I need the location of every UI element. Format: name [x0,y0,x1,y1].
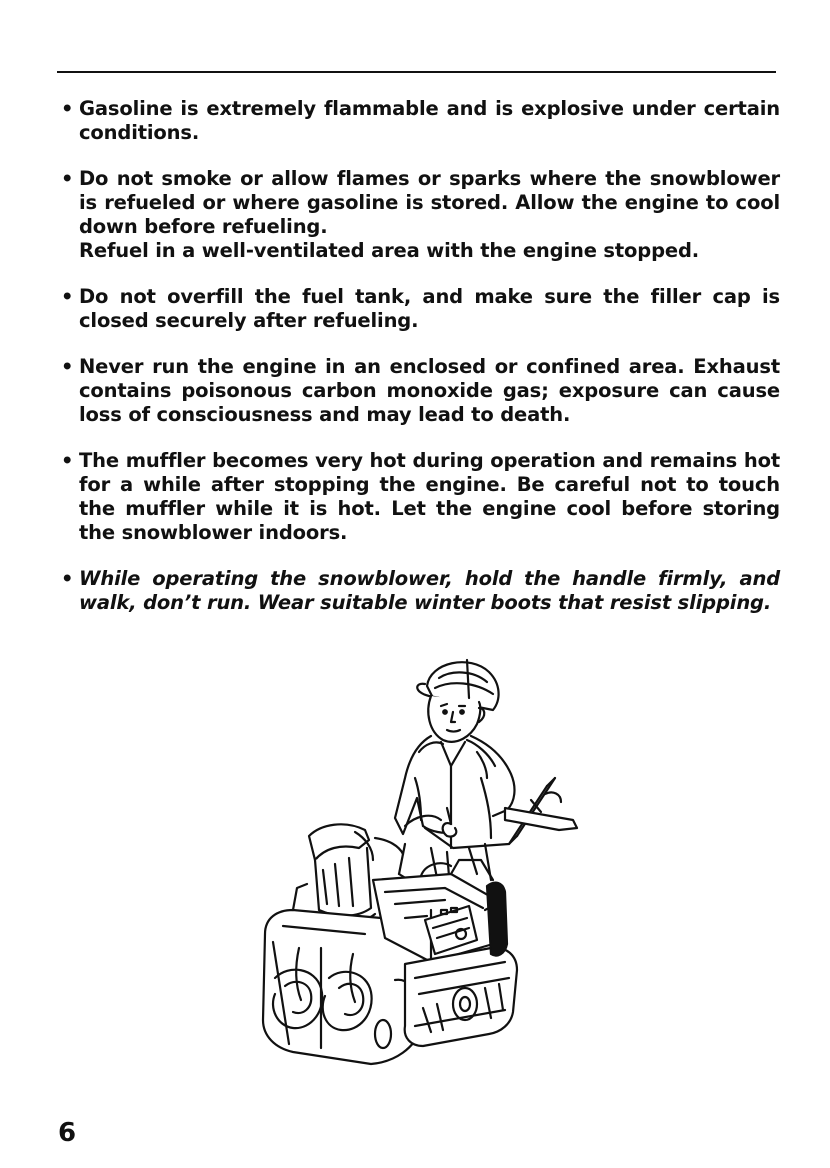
bullet-text: Do not smoke or allow flames or sparks where the snowblower is refueled or where gasoline is stored. Allow the engine to cool down before refueling. [79,167,780,238]
person-face [428,696,484,742]
person-operating-snowblower-illustration [255,648,585,1078]
bullet-enclosed-area [60,355,780,427]
page-number: 6 [58,1118,77,1148]
bullet-dot: • [61,97,74,120]
bullet-text: While operating the snowblower, hold the handle firmly, and walk, don’t run. Wear suitable winter boots that resist slipping. [79,567,780,614]
bullet-no-smoking [60,167,780,263]
bullet-dot: • [61,449,74,472]
bullet-gasoline-flammable [60,97,780,145]
bullet-text: The muffler becomes very hot during operation and remains hot for a while after stopping the engine. Be careful not to touch the muffler while it is hot. Let the engine cool before storing the snowblower indoors. [79,449,780,544]
person-legs [469,844,491,880]
bullet-text: Never run the engine in an enclosed or confined area. Exhaust contains poisonous carbon monoxide gas; exposure can cause loss of consciousness and may lead to death. [79,355,780,426]
bullet-dot: • [61,167,74,190]
snowblower-rear-housing [487,883,507,956]
snowblower-track [405,948,517,1046]
bullet-operating-handle [60,567,780,615]
safety-bullet-list [60,97,780,615]
bullet-text: Gasoline is extremely flammable and is explosive under certain conditions. [79,97,780,144]
bullet-dot: • [61,355,74,378]
bullet-text-continued: Refuel in a well-ventilated area with the engine stopped. [79,239,700,262]
bullet-text: Do not overfill the fuel tank, and make sure the filler cap is closed securely after refueling. [79,285,780,332]
header-rule [57,71,776,73]
bullet-muffler-hot [60,449,780,545]
bullet-dot: • [61,285,74,308]
bullet-fuel-tank [60,285,780,333]
bullet-dot: • [61,567,74,590]
